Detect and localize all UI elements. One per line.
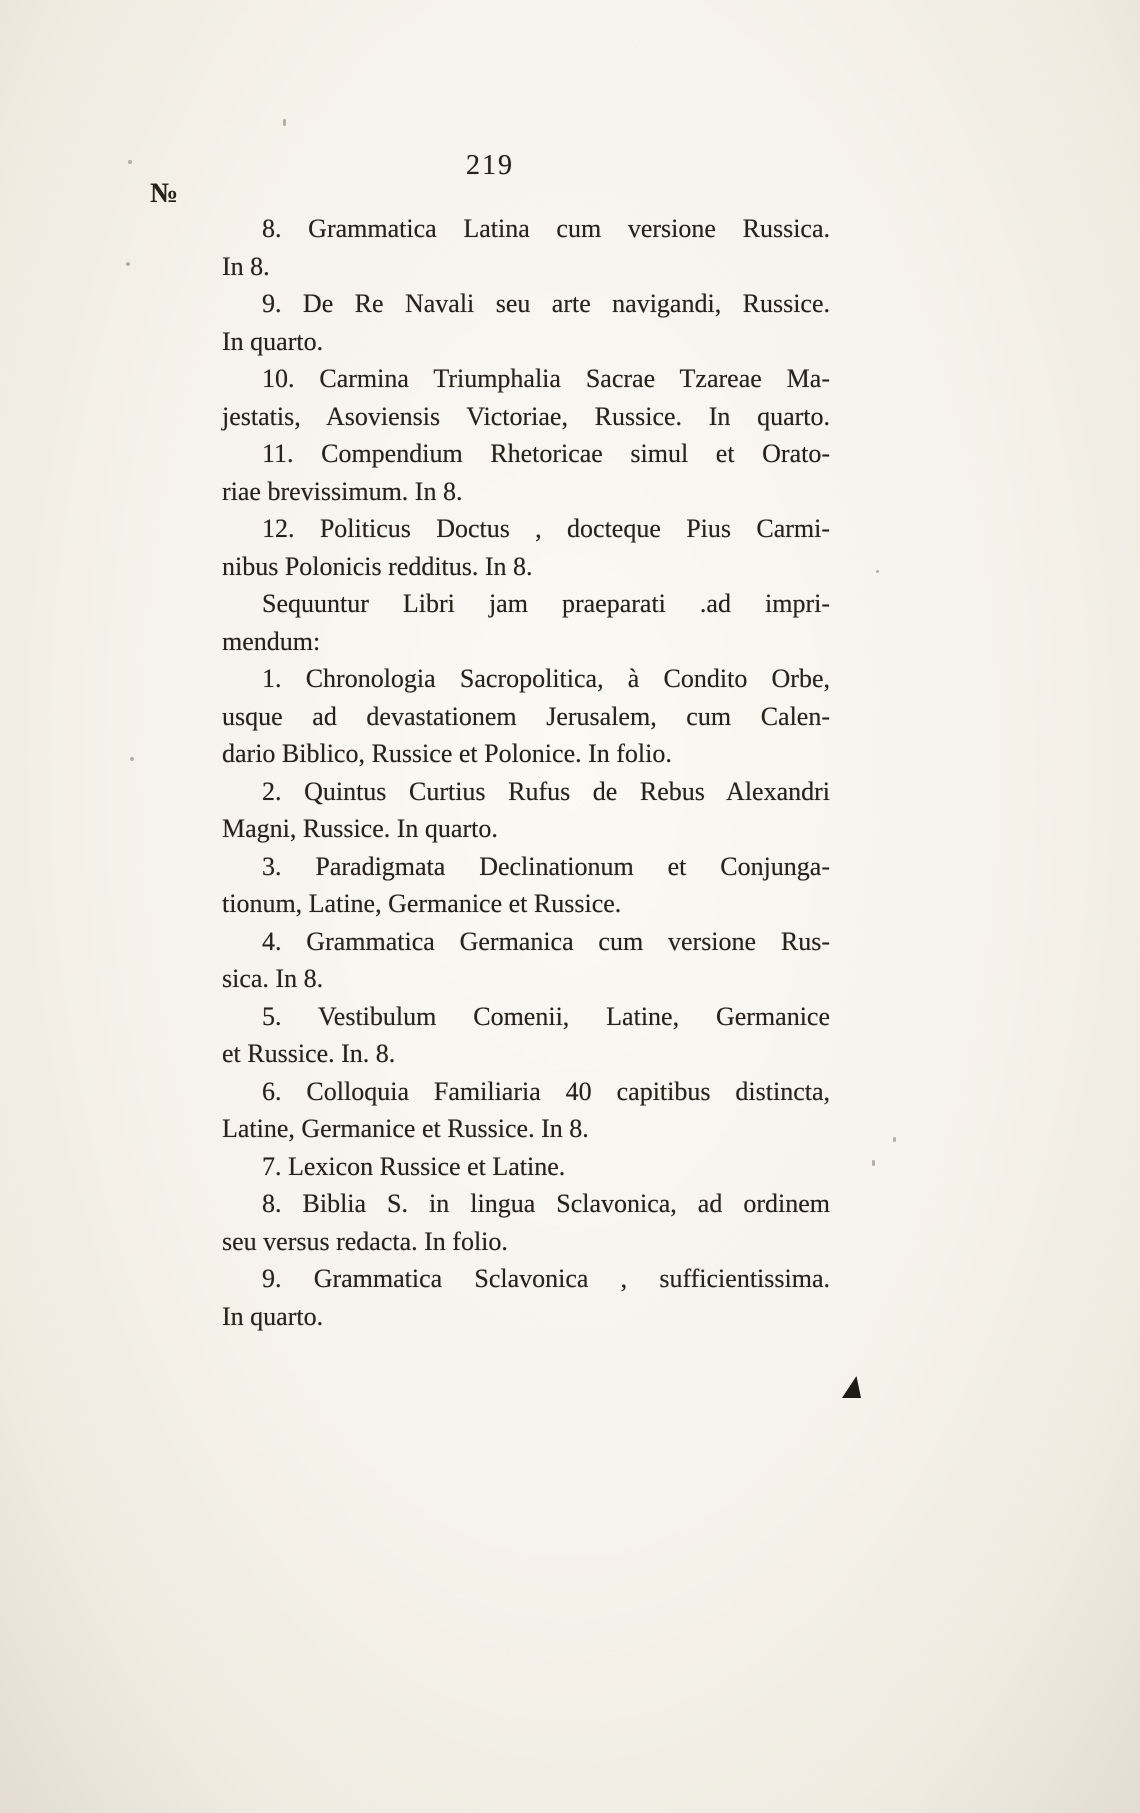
text-line: Latine, Germanice et Russice. In 8. bbox=[222, 1114, 589, 1143]
ink-speck bbox=[130, 757, 134, 761]
paragraph bbox=[222, 923, 830, 998]
paragraph bbox=[222, 660, 830, 773]
paragraph bbox=[222, 998, 830, 1073]
text-line: seu versus redacta. In folio. bbox=[222, 1226, 508, 1256]
text-line: 7. Lexicon Russice et Latine. bbox=[262, 1151, 566, 1181]
text-line: et Russice. In. 8. bbox=[222, 1039, 396, 1068]
text-line: riae brevissimum. In 8. bbox=[222, 476, 463, 506]
text-line: 3. Paradigmata Declinationum et Conjunga- bbox=[262, 851, 830, 881]
text-line: sica. In 8. bbox=[222, 964, 324, 993]
text-line: 9. De Re Navali seu arte navigandi, Russice. bbox=[262, 289, 830, 318]
text-line: usque ad devastationem Jerusalem, cum Calen- bbox=[222, 701, 830, 731]
ink-speck bbox=[283, 119, 286, 126]
text-line: 11. Compendium Rhetoricae simul et Orato- bbox=[262, 439, 830, 468]
paragraph bbox=[222, 510, 830, 585]
text-line: mendum: bbox=[222, 626, 321, 656]
paragraph bbox=[222, 848, 830, 923]
ink-speck bbox=[128, 160, 132, 164]
text-line: dario Biblico, Russice et Polonice. In folio. bbox=[222, 739, 672, 768]
paragraph bbox=[222, 435, 830, 510]
text-block bbox=[222, 210, 830, 1335]
text-line: 1. Chronologia Sacropolitica, à Condito Orbe, bbox=[262, 664, 830, 693]
text-line: 6. Colloquia Familiaria 40 capitibus distincta, bbox=[262, 1076, 830, 1106]
margin-numero-label: № bbox=[150, 178, 179, 209]
text-line: In quarto. bbox=[222, 326, 324, 356]
text-line: Sequuntur Libri jam praeparati .ad impri- bbox=[262, 589, 830, 618]
text-line: 10. Carmina Triumphalia Sacrae Tzareae Ma- bbox=[262, 364, 830, 393]
text-line: jestatis, Asoviensis Victoriae, Russice. In quarto. bbox=[222, 401, 830, 431]
ink-speck bbox=[876, 570, 879, 573]
text-line: 8. Grammatica Latina cum versione Russica. bbox=[262, 214, 830, 243]
paragraph bbox=[222, 773, 830, 848]
paragraph bbox=[222, 1148, 830, 1186]
text-line: 5. Vestibulum Comenii, Latine, Germanice bbox=[262, 1001, 830, 1031]
text-line: In 8. bbox=[222, 251, 270, 281]
text-line: 12. Politicus Doctus , docteque Pius Carmi- bbox=[262, 514, 830, 543]
ink-speck bbox=[872, 1160, 875, 1166]
paragraph bbox=[222, 585, 830, 660]
paragraph bbox=[222, 1260, 830, 1335]
printers-mark-triangle-icon bbox=[842, 1376, 861, 1398]
paragraph bbox=[222, 1185, 830, 1260]
text-line: 9. Grammatica Sclavonica , sufficientissima. bbox=[262, 1264, 830, 1293]
page-number: 219 bbox=[466, 150, 514, 181]
text-line: 4. Grammatica Germanica cum versione Rus- bbox=[262, 926, 830, 956]
ink-speck bbox=[126, 262, 130, 266]
text-line: nibus Polonicis redditus. In 8. bbox=[222, 551, 533, 581]
text-line: In quarto. bbox=[222, 1301, 324, 1331]
paragraph bbox=[222, 360, 830, 435]
text-line: 2. Quintus Curtius Rufus de Rebus Alexandri bbox=[262, 776, 830, 806]
text-line: tionum, Latine, Germanice et Russice. bbox=[222, 889, 622, 918]
text-line: 8. Biblia S. in lingua Sclavonica, ad ordinem bbox=[262, 1189, 830, 1218]
paragraph bbox=[222, 1073, 830, 1148]
paragraph bbox=[222, 210, 830, 285]
paragraph bbox=[222, 285, 830, 360]
ink-speck bbox=[893, 1137, 896, 1142]
text-line: Magni, Russice. In quarto. bbox=[222, 814, 498, 843]
